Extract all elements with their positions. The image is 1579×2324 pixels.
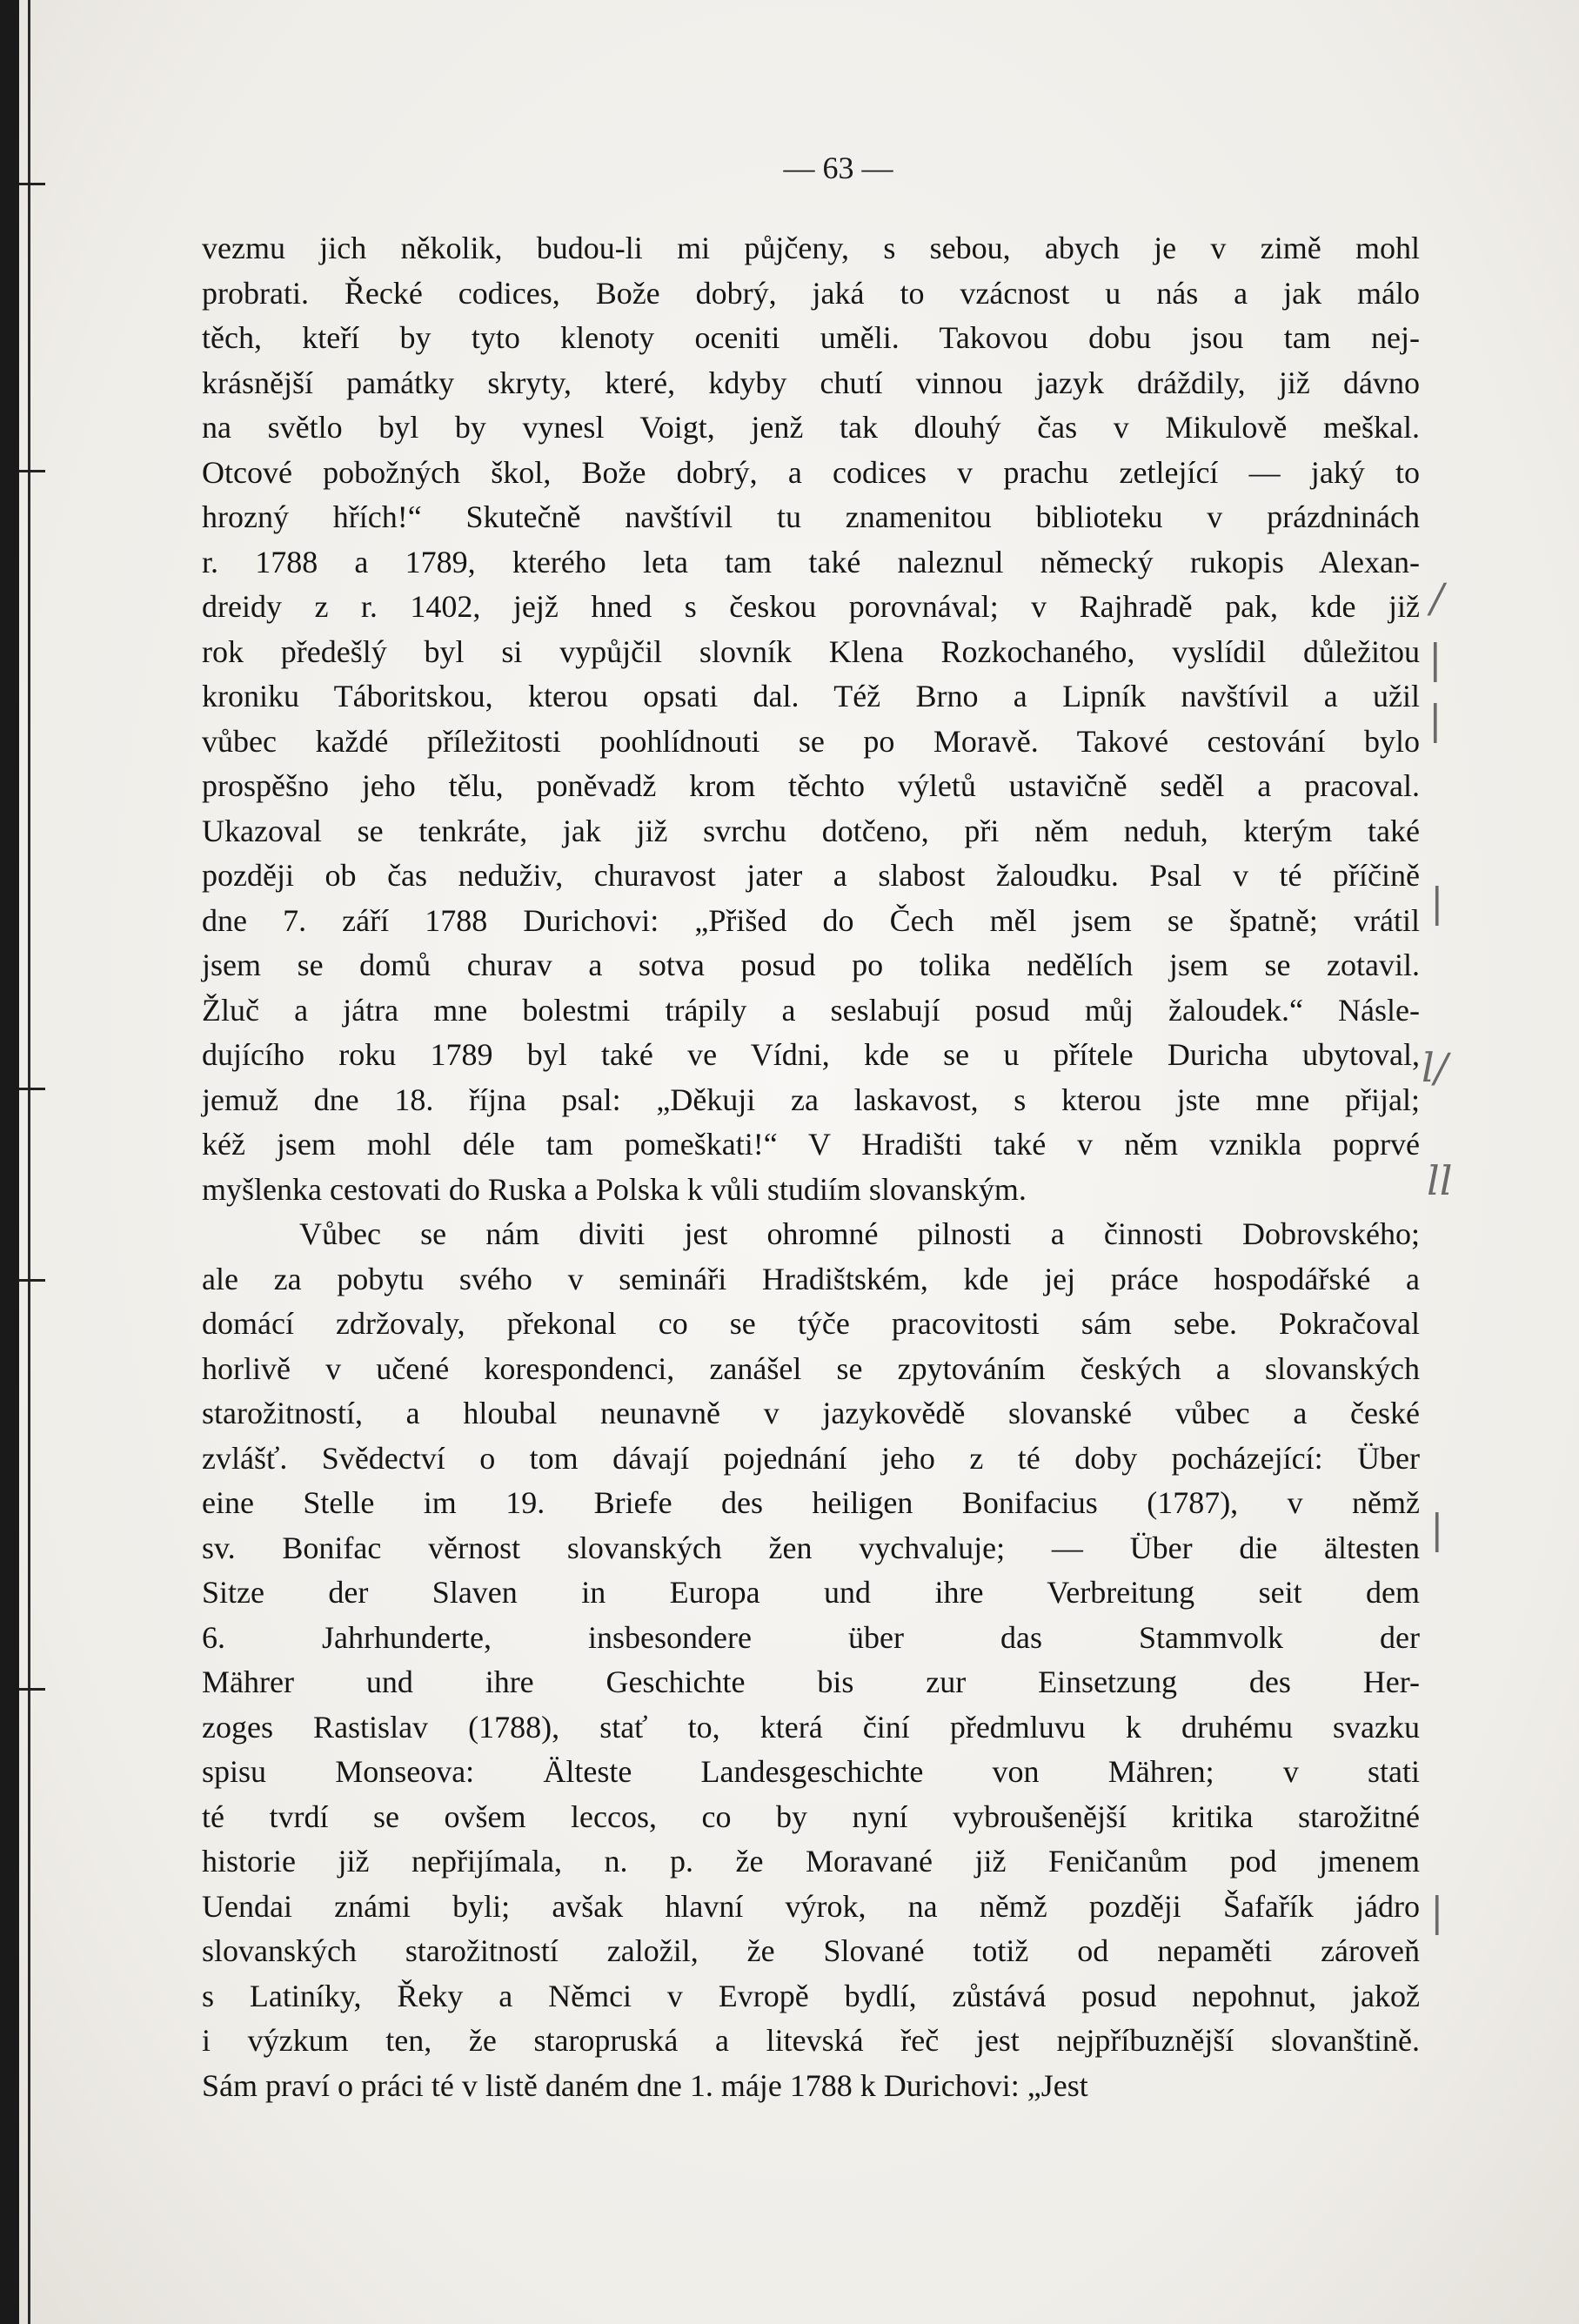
text-line: Vůbec se nám diviti jest ohromné pilnosti a činnosti Dobrovského; — [299, 1216, 1420, 1251]
text-line: historie již nepřijímala, n. p. že Moravané již Feničanům pod jmenem — [202, 1844, 1420, 1879]
pencil-margin-mark: | — [1430, 879, 1444, 926]
margin-tick — [19, 470, 45, 472]
pencil-margin-mark: | — [1430, 1505, 1444, 1552]
text-line: té tvrdí se ovšem leccos, co by nyní vybroušenější kritika starožitné — [202, 1798, 1420, 1834]
pencil-margin-mark: | — [1428, 696, 1442, 743]
text-line: spisu Monseova: Älteste Landesgeschichte von Mähren; v stati — [202, 1754, 1420, 1789]
text-line: r. 1788 a 1789, kterého leta tam také naleznul německý rukopis Alexan- — [202, 544, 1420, 579]
text-line: Mährer und ihre Geschichte bis zur Einsetzung des Her- — [202, 1664, 1420, 1699]
text-line: dujícího roku 1789 byl také ve Vídni, kde se u přítele Duricha ubytoval, — [202, 1037, 1420, 1072]
text-line: sv. Bonifac věrnost slovanských žen vychvaluje; — Über die ältesten — [202, 1530, 1420, 1565]
text-line: myšlenka cestovati do Ruska a Polska k vůli studiím slovanským. — [202, 1171, 1027, 1207]
text-line: jsem se domů churav a sotva posud po tolika nedělích jsem se zotavil. — [202, 948, 1420, 982]
text-line: vůbec každé příležitosti poohlídnouti se po Moravě. Takové cestování bylo — [202, 723, 1420, 759]
text-line: Ukazoval se tenkráte, jak již svrchu dotčeno, při něm neduh, kterým také — [202, 813, 1420, 848]
text-line: kéž jsem mohl déle tam pomeškati!“ V Hradišti také v něm vznikla poprvé — [202, 1127, 1420, 1162]
text-line: s Latiníky, Řeky a Němci v Evropě bydlí, zůstává posud nepohnut, jakož — [202, 1978, 1420, 2013]
text-line: zoges Rastislav (1788), stať to, která činí předmluvu k druhému svazku — [202, 1709, 1420, 1745]
body-text — [202, 226, 1420, 2108]
pencil-margin-mark: l/ — [1422, 1044, 1449, 1091]
pencil-margin-mark: / — [1430, 574, 1444, 621]
text-line: rok předešlý byl si vypůjčil slovník Klena Rozkochaného, vyslídil důležitou — [202, 633, 1420, 669]
pencil-margin-mark: | — [1428, 635, 1442, 682]
margin-tick — [19, 1688, 45, 1691]
text-line: slovanských starožitností založil, že Slované totiž od nepaměti zároveň — [202, 1933, 1420, 1968]
text-line: Sám praví o práci té v listě daném dne 1. máje 1788 k Durichovi: „Jest — [202, 2067, 1088, 2103]
book-page — [19, 0, 1579, 2324]
text-line: jemuž dne 18. října psal: „Děkuji za laskavost, s kterou jste mne přijal; — [202, 1082, 1420, 1117]
pencil-margin-mark: ll — [1427, 1157, 1453, 1204]
text-line: prospěšno jeho tělu, poněvadž krom těchto výletů ustavičně seděl a pracoval. — [202, 768, 1420, 803]
text-line: ale za pobytu svého v semináři Hradištském, kde jej práce hospodářské a — [202, 1261, 1420, 1296]
text-line: později ob čas neduživ, churavost jater a slabost žaloudku. Psal v té příčině — [202, 858, 1420, 893]
text-line: na světlo byl by vynesl Voigt, jenž tak dlouhý čas v Mikulově meškal. — [202, 410, 1420, 445]
text-line: Žluč a játra mne bolestmi trápily a seslabují posud můj žaloudek.“ Násle- — [202, 992, 1420, 1028]
text-line: Otcové pobožných škol, Bože dobrý, a codices v prachu zetlející — jaký to — [202, 454, 1420, 490]
text-line: dne 7. září 1788 Durichovi: „Přišed do Čech měl jsem se špatně; vrátil — [202, 902, 1420, 938]
text-line: dreidy z r. 1402, jejž hned s českou porovnával; v Rajhradě pak, kde již — [202, 589, 1420, 624]
text-line: kroniku Táboritskou, kterou opsati dal. Též Brno a Lipník navštívil a užil — [202, 679, 1420, 713]
text-line: domácí zdržovaly, překonal co se týče pracovitosti sám sebe. Pokračoval — [202, 1306, 1420, 1341]
margin-tick — [19, 1279, 45, 1282]
text-line: starožitností, a hloubal neunavně v jazykovědě slovanské vůbec a české — [202, 1396, 1420, 1430]
text-line: 6. Jahrhunderte, insbesondere über das Stammvolk der — [202, 1619, 1420, 1655]
text-line: Sitze der Slaven in Europa und ihre Verbreitung seit dem — [202, 1575, 1420, 1610]
text-line: i výzkum ten, že staropruská a litevská řeč jest nejpříbuznější slovanštině. — [202, 2023, 1420, 2058]
text-line: krásnější památky skryty, které, kdyby chutí vinnou jazyk dráždily, již dávno — [202, 365, 1420, 400]
text-line: eine Stelle im 19. Briefe des heiligen Bonifacius (1787), v němž — [202, 1485, 1420, 1520]
margin-tick — [19, 1088, 45, 1090]
text-line: těch, kteří by tyto klenoty oceniti uměli. Takovou dobu jsou tam nej- — [202, 320, 1420, 355]
page-number: — 63 — — [783, 151, 893, 185]
text-line: horlivě v učené korespondenci, zanášel se zpytováním českých a slovanských — [202, 1350, 1420, 1386]
text-line: zvlášť. Svědectví o tom dávají pojednání jeho z té doby pocházející: Über — [202, 1440, 1420, 1476]
pencil-margin-mark: | — [1430, 1888, 1444, 1935]
text-line: Uendai známi byli; avšak hlavní výrok, na němž později Šafařík jádro — [202, 1888, 1420, 1924]
text-line: vezmu jich několik, budou-li mi půjčeny, s sebou, abych je v zimě mohl — [202, 231, 1420, 265]
left-margin-rule — [28, 0, 30, 2324]
text-line: hrozný hřích!“ Skutečně navštívil tu znamenitou biblioteku v prázdninách — [202, 499, 1420, 534]
text-line: probrati. Řecké codices, Bože dobrý, jaká to vzácnost u nás a jak málo — [202, 275, 1420, 311]
